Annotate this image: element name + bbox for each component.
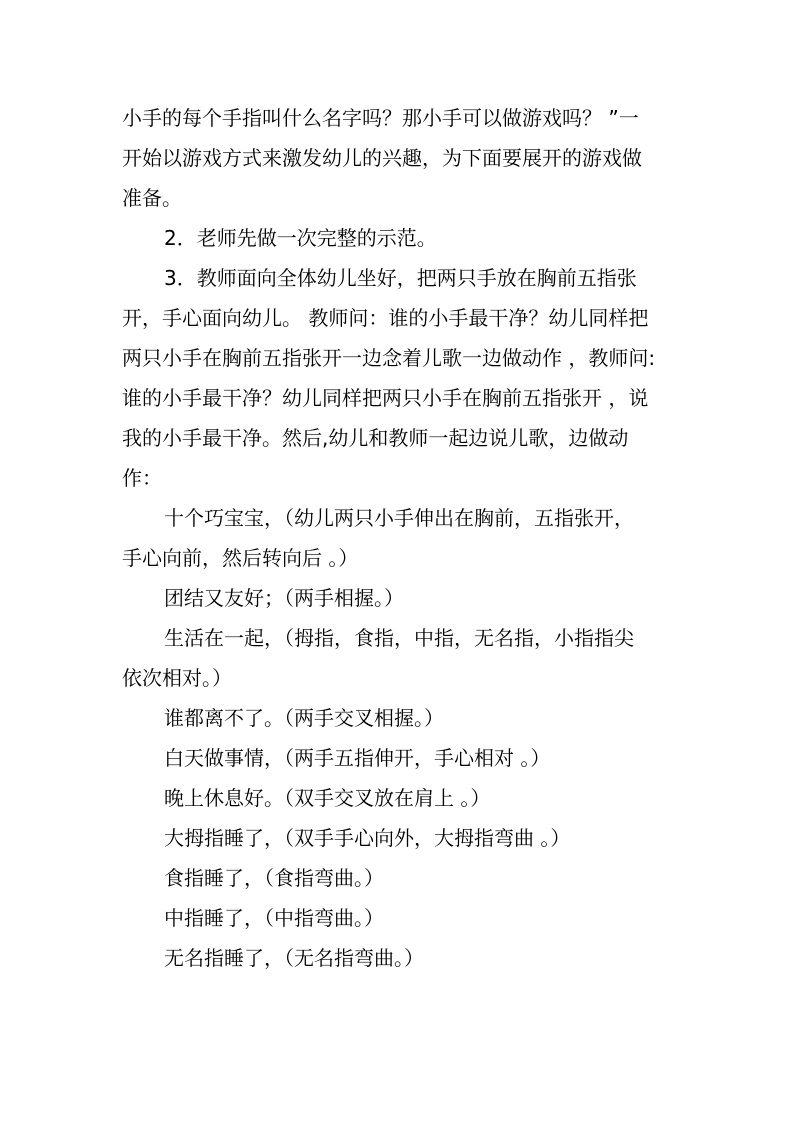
text-line: 晚上休息好。（双手交叉放在肩上 。） bbox=[164, 786, 491, 810]
text-line: 两只小手在胸前五指张开一边念着儿歌一边做动作 ，教师问: bbox=[122, 346, 656, 370]
text-line: 小手的每个手指叫什么名字吗？那小手可以做游戏吗？ ”一 bbox=[122, 106, 639, 130]
text-line: 团结又友好；（两手相握。） bbox=[164, 586, 404, 610]
text-line: 大拇指睡了，（双手手心向外，大拇指弯曲 。） bbox=[164, 826, 571, 850]
text-line: 无名指睡了，（无名指弯曲。） bbox=[164, 946, 424, 970]
document-body bbox=[122, 98, 682, 978]
text-line: 3．教师面向全体幼儿坐好，把两只手放在胸前五指张 bbox=[164, 266, 637, 290]
text-line: 食指睡了，（食指弯曲。） bbox=[164, 866, 384, 890]
text-line: 手心向前，然后转向后 。） bbox=[122, 546, 359, 570]
text-line: 作： bbox=[122, 466, 162, 490]
text-line: 2．老师先做一次完整的示范。 bbox=[164, 226, 437, 250]
text-line: 开，手心面向幼儿。 教师问：谁的小手最干净？幼儿同样把 bbox=[122, 306, 649, 330]
text-line: 谁都离不了。（两手交叉相握。） bbox=[164, 706, 444, 730]
text-line: 依次相对。） bbox=[122, 666, 232, 690]
text-line: 谁的小手最干净？幼儿同样把两只小手在胸前五指张开 ，说 bbox=[122, 386, 649, 410]
text-line: 白天做事情，（两手五指伸开，手心相对 。） bbox=[164, 746, 551, 770]
text-line: 准备。 bbox=[122, 186, 182, 210]
text-line: 开始以游戏方式来激发幼儿的兴趣，为下面要展开的游戏做 bbox=[122, 146, 642, 170]
text-line: 我的小手最干净。然后,幼儿和教师一起边说儿歌，边做动 bbox=[122, 426, 629, 450]
text-line: 十个巧宝宝，（幼儿两只小手伸出在胸前，五指张开， bbox=[164, 506, 634, 530]
text-line: 中指睡了，（中指弯曲。） bbox=[164, 906, 384, 930]
text-line: 生活在一起，（拇指，食指，中指，无名指，小指指尖 bbox=[164, 626, 634, 650]
